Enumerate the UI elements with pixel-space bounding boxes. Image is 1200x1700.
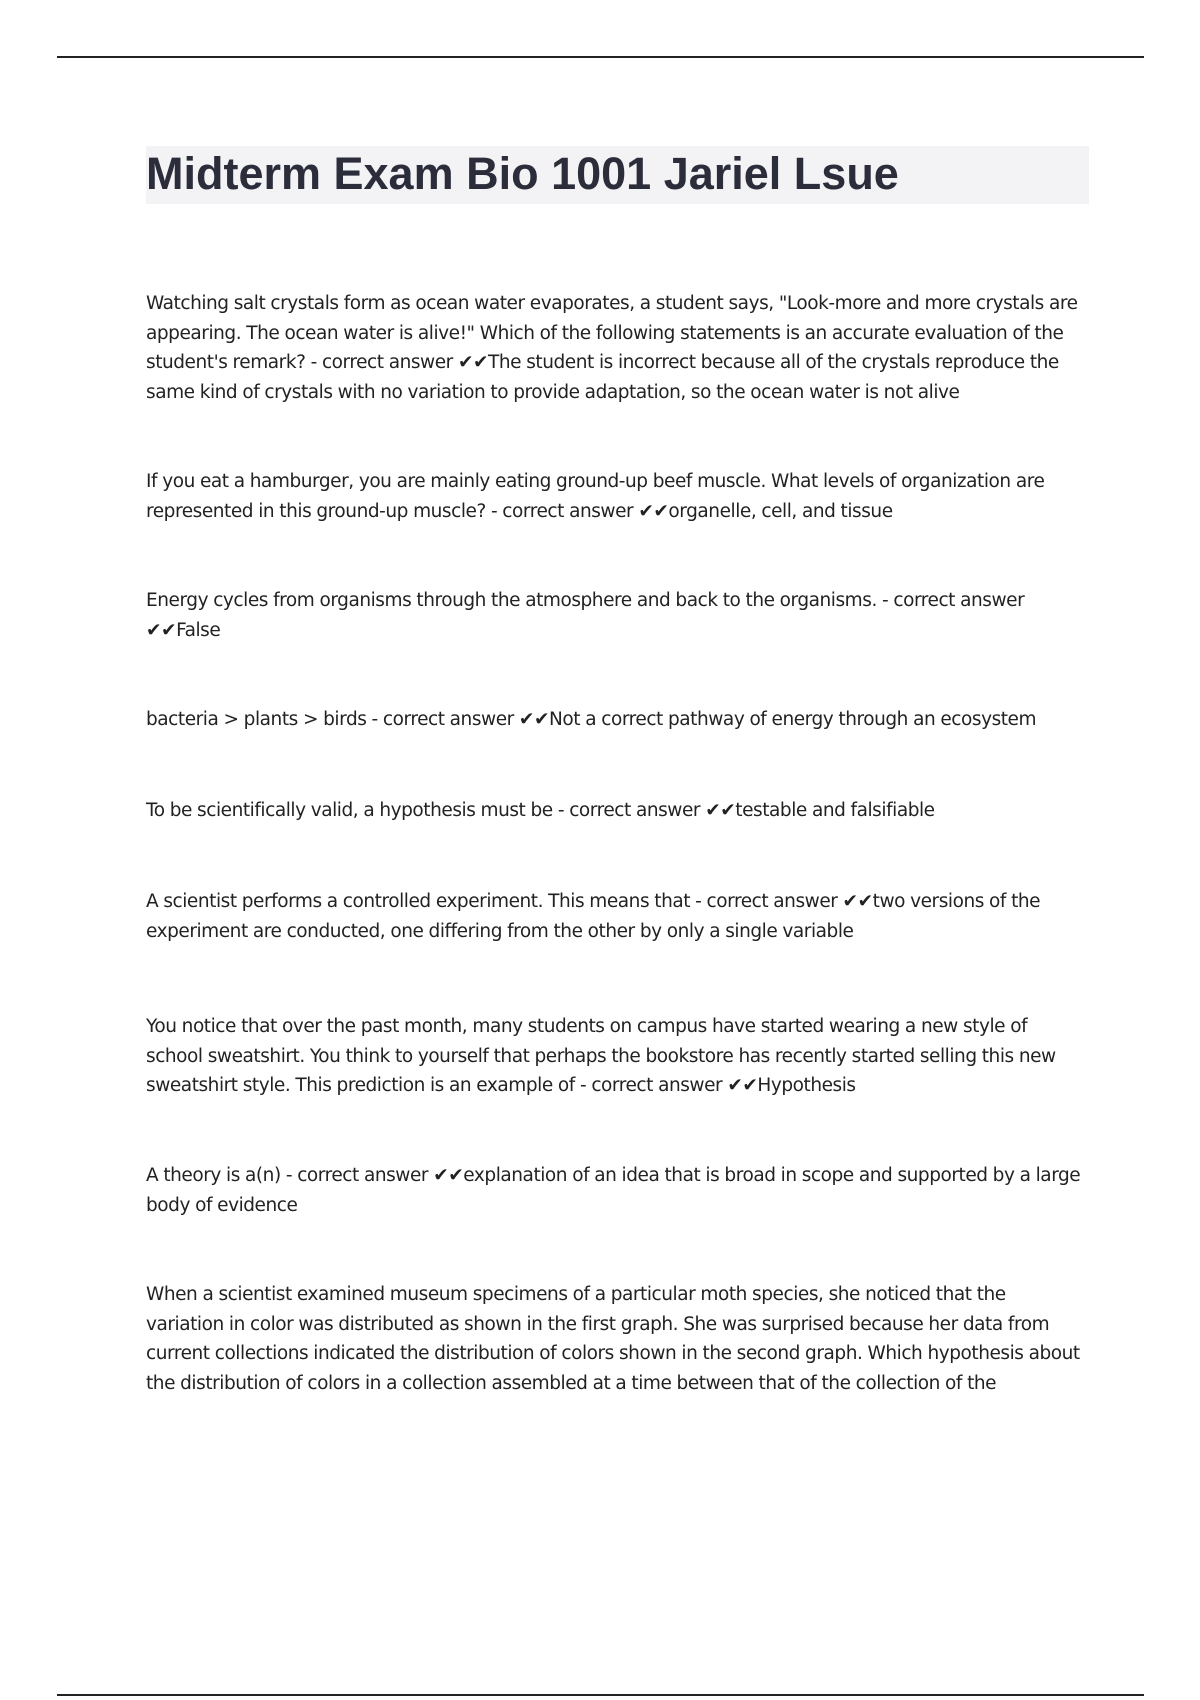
qa-item: To be scientifically valid, a hypothesis must be - correct answer ✔✔testable and falsifiable (146, 800, 935, 821)
document-title: Midterm Exam Bio 1001 Jariel Lsue (146, 148, 899, 199)
header-rule (57, 56, 1144, 58)
qa-item: When a scientist examined museum specimens of a particular moth species, she noticed that the variation in color was distributed as shown in the first graph. She was surprised because her data from current collections indicated the distribution of colors shown in the second graph. Which hypothesis about the distribution of colors in a collection assembled at a time between that of the collection of the (146, 1284, 1080, 1394)
qa-item: Watching salt crystals form as ocean water evaporates, a student says, "Look-more and more crystals are appearing. The ocean water is alive!" Which of the following statements is an accurate evaluation of the student's remark? - correct answer ✔✔The student is incorrect because all of the crystals reproduce the same kind of crystals with no variation to provide adaptation, so the ocean water is not alive (146, 293, 1078, 403)
footer-rule (57, 1694, 1144, 1696)
qa-item: bacteria > plants > birds - correct answer ✔✔Not a correct pathway of energy through an ecosystem (146, 709, 1037, 730)
qa-item: Energy cycles from organisms through the atmosphere and back to the organisms. - correct answer ✔✔False (146, 590, 1025, 641)
qa-item: If you eat a hamburger, you are mainly eating ground-up beef muscle. What levels of organization are represented in this ground-up muscle? - correct answer ✔✔organelle, cell, and tissue (146, 471, 1045, 522)
qa-item: You notice that over the past month, many students on campus have started wearing a new style of school sweatshirt. You think to yourself that perhaps the bookstore has recently started selling this new sweatshirt style. This prediction is an example of - correct answer ✔✔Hypothesis (146, 1016, 1056, 1096)
qa-item: A scientist performs a controlled experiment. This means that - correct answer ✔✔two versions of the experiment are conducted, one differing from the other by only a single variable (146, 891, 1041, 942)
qa-item: A theory is a(n) - correct answer ✔✔explanation of an idea that is broad in scope and supported by a large body of evidence (146, 1165, 1081, 1216)
